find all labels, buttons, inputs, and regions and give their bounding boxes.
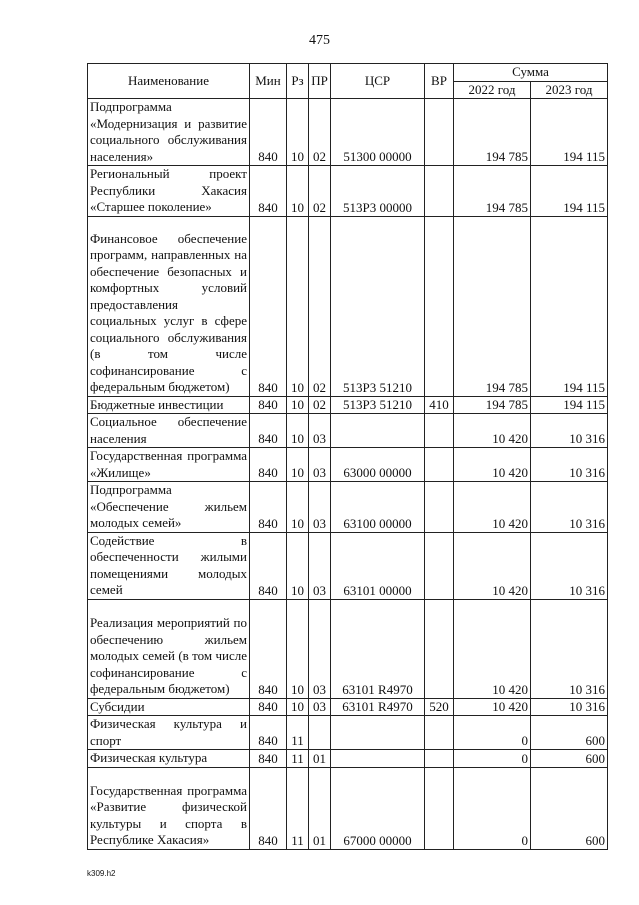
row-sum-2022: 194 785 — [454, 166, 531, 217]
row-sum-2023: 10 316 — [531, 698, 608, 716]
row-vr: 410 — [425, 396, 454, 414]
row-name: Реализация мероприятий по обеспечению жильем молодых семей (в том числе софинансирование с федеральным бюджетом) — [88, 599, 250, 698]
row-pr: 02 — [309, 99, 331, 166]
row-vr — [425, 166, 454, 217]
row-min: 840 — [250, 396, 287, 414]
row-sum-2022: 10 420 — [454, 599, 531, 698]
row-sum-2023: 600 — [531, 716, 608, 750]
row-pr: 03 — [309, 698, 331, 716]
table-row — [88, 698, 608, 716]
row-pr: 03 — [309, 599, 331, 698]
table-row — [88, 482, 608, 533]
row-sum-2023: 194 115 — [531, 166, 608, 217]
header-name: Наименование — [88, 64, 250, 99]
table-row — [88, 599, 608, 698]
table-row — [88, 767, 608, 849]
row-csr: 63100 00000 — [331, 482, 425, 533]
table-row — [88, 448, 608, 482]
row-csr: 63101 R4970 — [331, 698, 425, 716]
row-sum-2022: 10 420 — [454, 698, 531, 716]
header-csr: ЦСР — [331, 64, 425, 99]
table-row — [88, 414, 608, 448]
row-pr: 03 — [309, 448, 331, 482]
row-rz: 10 — [287, 448, 309, 482]
row-min: 840 — [250, 532, 287, 599]
row-name: Физическая культура — [88, 750, 250, 768]
row-pr: 02 — [309, 216, 331, 396]
row-name: Подпрограмма «Модернизация и развитие социального обслуживания населения» — [88, 99, 250, 166]
header-sum: Сумма — [454, 64, 608, 82]
row-name: Социальное обеспечение населения — [88, 414, 250, 448]
row-sum-2022: 10 420 — [454, 414, 531, 448]
row-csr: 63101 00000 — [331, 532, 425, 599]
row-pr: 03 — [309, 414, 331, 448]
row-csr — [331, 750, 425, 768]
row-csr: 63101 R4970 — [331, 599, 425, 698]
page-number: 475 — [309, 33, 330, 48]
row-rz: 10 — [287, 698, 309, 716]
row-rz: 10 — [287, 216, 309, 396]
row-sum-2022: 0 — [454, 750, 531, 768]
row-rz: 11 — [287, 750, 309, 768]
row-name: Бюджетные инвестиции — [88, 396, 250, 414]
footer-code: k309.h2 — [87, 869, 116, 878]
table-row — [88, 750, 608, 768]
row-sum-2023: 10 316 — [531, 599, 608, 698]
table-row — [88, 716, 608, 750]
row-min: 840 — [250, 750, 287, 768]
row-rz: 10 — [287, 166, 309, 217]
row-sum-2023: 10 316 — [531, 448, 608, 482]
table-row — [88, 166, 608, 217]
row-pr: 01 — [309, 767, 331, 849]
row-pr: 03 — [309, 482, 331, 533]
row-sum-2022: 0 — [454, 716, 531, 750]
row-min: 840 — [250, 698, 287, 716]
row-vr — [425, 767, 454, 849]
row-csr — [331, 716, 425, 750]
row-min: 840 — [250, 99, 287, 166]
row-vr — [425, 414, 454, 448]
row-vr — [425, 448, 454, 482]
row-name: Субсидии — [88, 698, 250, 716]
row-sum-2022: 194 785 — [454, 396, 531, 414]
header-year-2023: 2023 год — [531, 81, 608, 99]
row-name: Государственная программа «Развитие физической культуры и спорта в Республике Хакасия» — [88, 767, 250, 849]
row-rz: 10 — [287, 396, 309, 414]
row-sum-2023: 194 115 — [531, 216, 608, 396]
row-rz: 10 — [287, 482, 309, 533]
row-rz: 10 — [287, 414, 309, 448]
row-rz: 11 — [287, 716, 309, 750]
row-min: 840 — [250, 216, 287, 396]
row-min: 840 — [250, 599, 287, 698]
row-vr — [425, 599, 454, 698]
table-row — [88, 396, 608, 414]
row-vr — [425, 482, 454, 533]
row-rz: 10 — [287, 99, 309, 166]
row-min: 840 — [250, 716, 287, 750]
row-vr — [425, 750, 454, 768]
row-csr: 513P3 00000 — [331, 166, 425, 217]
row-sum-2023: 10 316 — [531, 532, 608, 599]
row-min: 840 — [250, 414, 287, 448]
row-sum-2023: 194 115 — [531, 99, 608, 166]
row-rz: 10 — [287, 599, 309, 698]
row-sum-2023: 600 — [531, 767, 608, 849]
header-year-2022: 2022 год — [454, 81, 531, 99]
row-vr — [425, 532, 454, 599]
row-name: Физическая культура и спорт — [88, 716, 250, 750]
row-sum-2022: 194 785 — [454, 216, 531, 396]
row-min: 840 — [250, 482, 287, 533]
row-csr: 63000 00000 — [331, 448, 425, 482]
row-pr: 03 — [309, 532, 331, 599]
row-csr — [331, 414, 425, 448]
row-vr: 520 — [425, 698, 454, 716]
row-pr: 02 — [309, 166, 331, 217]
row-sum-2022: 194 785 — [454, 99, 531, 166]
table-row — [88, 216, 608, 396]
header-min: Мин — [250, 64, 287, 99]
row-pr — [309, 716, 331, 750]
header-pr: ПР — [309, 64, 331, 99]
row-csr: 513P3 51210 — [331, 396, 425, 414]
header-vr: ВР — [425, 64, 454, 99]
row-csr: 67000 00000 — [331, 767, 425, 849]
row-rz: 10 — [287, 532, 309, 599]
row-sum-2022: 10 420 — [454, 448, 531, 482]
row-min: 840 — [250, 448, 287, 482]
row-vr — [425, 216, 454, 396]
table-row — [88, 532, 608, 599]
row-pr: 01 — [309, 750, 331, 768]
row-csr: 513P3 51210 — [331, 216, 425, 396]
row-name: Региональный проект Республики Хакасия «Старшее поколение» — [88, 166, 250, 217]
budget-table — [87, 63, 608, 850]
row-sum-2023: 194 115 — [531, 396, 608, 414]
row-vr — [425, 99, 454, 166]
row-sum-2023: 10 316 — [531, 414, 608, 448]
row-min: 840 — [250, 166, 287, 217]
row-sum-2023: 600 — [531, 750, 608, 768]
row-min: 840 — [250, 767, 287, 849]
row-sum-2023: 10 316 — [531, 482, 608, 533]
header-rz: Рз — [287, 64, 309, 99]
row-vr — [425, 716, 454, 750]
row-pr: 02 — [309, 396, 331, 414]
row-sum-2022: 10 420 — [454, 482, 531, 533]
row-rz: 11 — [287, 767, 309, 849]
row-name: Содействие в обеспеченности жилыми помещениями молодых семей — [88, 532, 250, 599]
row-sum-2022: 0 — [454, 767, 531, 849]
row-sum-2022: 10 420 — [454, 532, 531, 599]
table-row — [88, 99, 608, 166]
row-name: Финансовое обеспечение программ, направленных на обеспечение безопасных и комфортных условий предоставления социальных услуг в сфере социального обслуживания (в том числе софинансирование с федеральным бюджетом) — [88, 216, 250, 396]
row-name: Подпрограмма «Обеспечение жильем молодых семей» — [88, 482, 250, 533]
row-csr: 51300 00000 — [331, 99, 425, 166]
row-name: Государственная программа «Жилище» — [88, 448, 250, 482]
